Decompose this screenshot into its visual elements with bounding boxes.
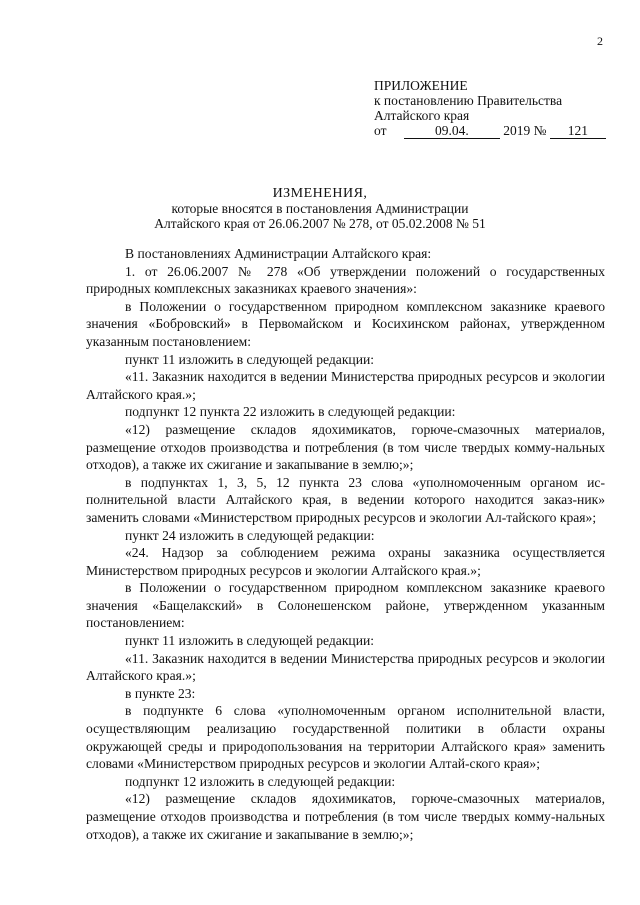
appendix-title: ПРИЛОЖЕНИЕ — [374, 78, 468, 93]
paragraph: в Положении о государственном природном комплексном заказнике краевого значения «Бобровский» в Первомайском и Косихинском районах, утвержденном указанным постановлением: — [86, 298, 605, 349]
paragraph: пункт 11 изложить в следующей редакции: — [125, 351, 375, 367]
page-number: 2 — [597, 34, 603, 48]
paragraph: 1. от 26.06.2007 № 278 «Об утверждении положений о государственных природных комплексных заказниках краевого значения»: — [86, 263, 605, 297]
paragraph: в подпункте 6 слова «уполномоченным органом исполнительной власти, осуществляющим реализацию государственной политики в области охраны окружающей среды и природопользования на территории Алтайского края» заменить словами «Министерством природных ресурсов и экологии Алтай-ского края»; — [86, 703, 605, 772]
date-value: 09.04. — [404, 123, 500, 139]
paragraph: «24. Надзор за соблюдением режима охраны заказника осуществляется Министерством природных ресурсов и экологии Алтайского края.»; — [86, 545, 605, 578]
appendix-block — [374, 78, 606, 139]
heading-subtitle-1: которые вносятся в постановления Администрации — [171, 201, 469, 216]
paragraph: «11. Заказник находится в ведении Министерства природных ресурсов и экологии Алтайского края.»; — [86, 650, 605, 684]
paragraph: пункт 11 изложить в следующей редакции: — [125, 633, 375, 649]
paragraph: «11. Заказник находится в ведении Министерства природных ресурсов и экологии Алтайского края.»; — [86, 369, 605, 402]
paragraph: пункт 24 изложить в следующей редакции: — [125, 527, 375, 543]
heading-subtitle-2: Алтайского края от 26.06.2007 № 278, от 05.02.2008 № 51 — [154, 216, 486, 231]
paragraph: В постановлениях Администрации Алтайского края: — [125, 246, 432, 261]
paragraph: в подпунктах 1, 3, 5, 12 пункта 23 слова «уполномоченным органом ис-полнительной власти Алтайского края, в ведении которого находится заказ-ник» заменить словами «Министерством природных ресурсов и экологии Ал-тайского края»; — [86, 474, 605, 525]
paragraph: «12) размещение складов ядохимикатов, горюче-смазочных материалов, размещение отходов производства и потребления (в том числе твердых комму-нальных отходов), а также их сжигание и закапывание в землю;»; — [86, 421, 605, 473]
paragraph: «12) размещение складов ядохимикатов, горюче-смазочных материалов, размещение отходов производства и потребления (в том числе твердых комму-нальных отходов), а также их сжигание и закапывание в землю;»; — [86, 791, 605, 842]
paragraph: подпункт 12 пункта 22 изложить в следующей редакции: — [125, 404, 456, 420]
document-heading — [110, 186, 530, 231]
paragraph: в Положении о государственном природном комплексном заказнике краевого значения «Бащелакский» в Солонешенском районе, утвержденном указанным постановлением: — [86, 580, 605, 631]
heading-title: ИЗМЕНЕНИЯ, — [272, 186, 368, 201]
date-prefix: от — [374, 123, 387, 138]
document-number: 121 — [550, 123, 606, 139]
appendix-date-line — [374, 123, 606, 139]
document-body — [86, 245, 605, 843]
appendix-line-1: к постановлению Правительства — [374, 93, 563, 108]
appendix-line-2: Алтайского края — [374, 108, 470, 123]
paragraph: подпункт 12 изложить в следующей редакции: — [125, 773, 396, 789]
year-label: 2019 № — [503, 123, 547, 138]
paragraph: в пункте 23: — [125, 685, 196, 701]
